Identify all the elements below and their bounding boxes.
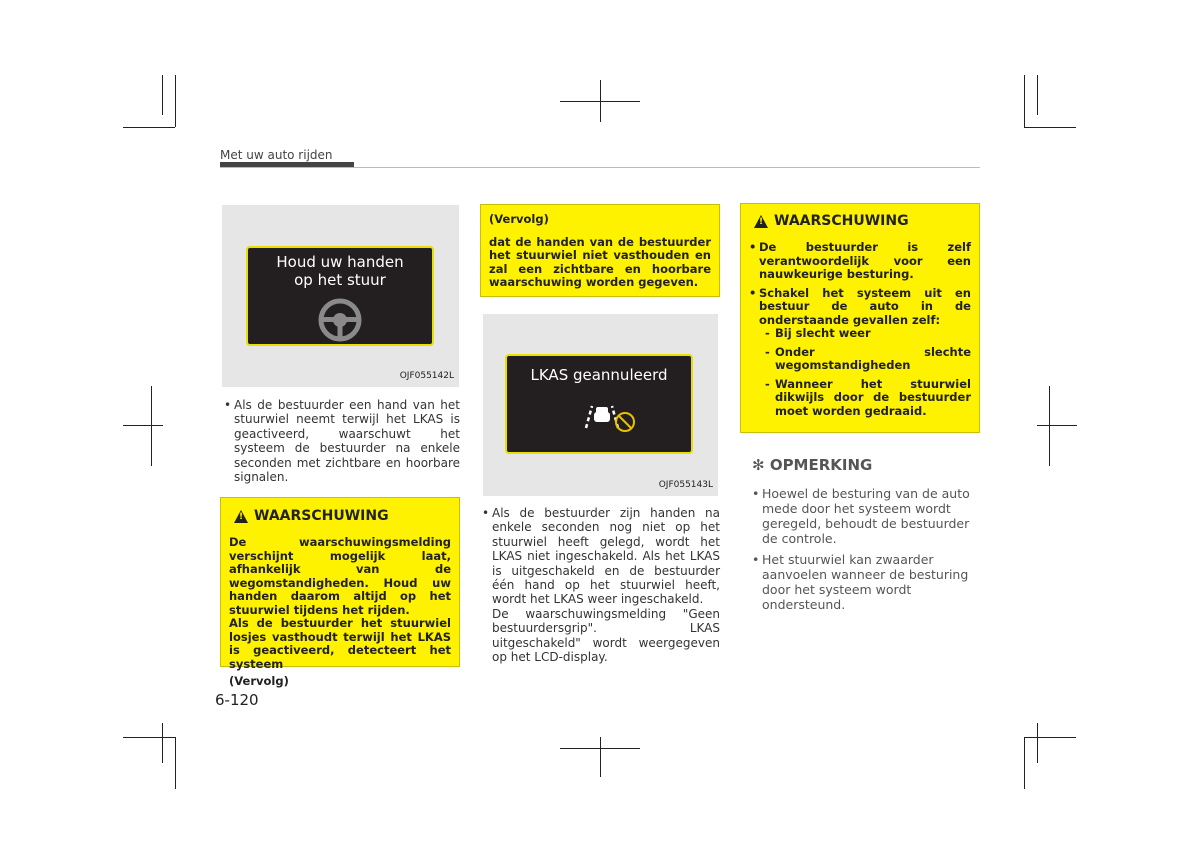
- section-title: Met uw auto rijden: [220, 148, 333, 162]
- continued-label: (Vervolg): [229, 674, 289, 688]
- crop-mark: [123, 737, 175, 738]
- crop-mark: [1037, 425, 1077, 426]
- crop-mark: [123, 425, 163, 426]
- asterisk-icon: ✻: [752, 456, 765, 474]
- warning-subitem: - Wanneer het stuurwiel dikwijls door de bestuurder moet worden gedraaid.: [765, 376, 971, 418]
- note-bullet: • Het stuurwiel kan zwaarder aanvoelen wanneer de besturing door het systeem wordt ondersteund.: [752, 552, 969, 612]
- figure-hands-on-wheel: [222, 205, 459, 387]
- crop-mark: [162, 723, 163, 763]
- display-screen: [246, 246, 434, 346]
- figure-code: OJF055143L: [658, 480, 713, 490]
- warning-icon: !: [754, 215, 768, 228]
- crop-mark: [1037, 723, 1038, 763]
- note-bullet: • Hoewel de besturing van de auto mede door het systeem wordt geregeld, behoudt de bestuurder de controle.: [752, 486, 970, 546]
- paragraph: De waarschuwingsmelding "Geen bestuurdersgrip". LKAS uitgeschakeld" wordt weergegeven op het LCD-display.: [492, 606, 720, 665]
- note-title: OPMERKING: [769, 456, 873, 474]
- crop-mark: [1024, 737, 1076, 738]
- display-screen: [505, 354, 693, 454]
- crop-mark: [175, 75, 176, 127]
- paragraph: Als de bestuurder een hand van het stuurwiel neemt terwijl het LKAS is geactiveerd, waarschuwt het systeem de bestuurder na enkele seconden met zichtbare en hoorbare signalen.: [234, 398, 460, 485]
- lkas-cancelled-icon: [578, 396, 642, 436]
- crop-mark: [1049, 386, 1050, 466]
- figure-lkas-cancelled: [483, 314, 718, 496]
- warning-paragraph: Als de bestuurder het stuurwiel losjes vasthoudt terwijl het LKAS is geactiveerd, detecteert het systeem: [229, 616, 451, 671]
- screen-message: LKAS geannuleerd: [530, 366, 668, 384]
- crop-mark: [1024, 127, 1076, 128]
- crop-mark: [1024, 737, 1025, 789]
- warning-icon: !: [234, 510, 248, 523]
- figure-code: OJF055142L: [399, 371, 454, 381]
- crop-mark: [600, 737, 601, 777]
- screen-message-line1: Houd uw handen: [276, 253, 404, 271]
- warning-subitem: - Bij slecht weer: [765, 326, 871, 340]
- list-item: • Als de bestuurder zijn handen na enkele seconden nog niet op het stuurwiel heeft gelegd, wordt het LKAS niet ingeschakeld. Als het LKAS is uitgeschakeld en de bestuurder één hand op het stuurwiel heeft, wordt het LKAS weer ingeschakeld. De waarschuwingsmelding "Geen bestuurdersgrip". LKAS uitgeschakeld" wordt weergegeven op het LCD-display.: [482, 506, 720, 665]
- warning-bullet: • De bestuurder is zelf verantwoordelijk voor een nauwkeurige besturing.: [749, 240, 971, 281]
- warning-box: [220, 497, 460, 688]
- warning-title: WAARSCHUWING: [774, 213, 909, 229]
- page-number: 6-120: [215, 691, 259, 709]
- note-section: [752, 456, 972, 612]
- warning-box: [740, 203, 980, 433]
- screen-message-line2: op het stuur: [294, 271, 386, 289]
- paragraph: Als de bestuurder zijn handen na enkele seconden nog niet op het stuurwiel heeft gelegd, wordt het LKAS niet ingeschakeld. Als het LKAS is uitgeschakeld en de bestuurder één hand op het stuurwiel heeft, wordt het LKAS weer ingeschakeld.: [492, 506, 720, 607]
- warning-paragraph: dat de handen van de bestuurder het stuurwiel niet vasthouden en zal een zichtbare en hoorbare waarschuwing worden gegeven.: [489, 234, 711, 289]
- crop-mark: [600, 80, 601, 122]
- steering-wheel-icon: [317, 297, 363, 343]
- continued-label: (Vervolg): [489, 212, 549, 226]
- warning-subitem: - Onder slechte wegomstandigheden: [765, 344, 971, 372]
- warning-title: WAARSCHUWING: [254, 508, 389, 524]
- crop-mark: [151, 386, 152, 466]
- crop-mark: [1037, 75, 1038, 115]
- crop-mark: [1024, 75, 1025, 127]
- crop-mark: [162, 75, 163, 115]
- warning-paragraph: De waarschuwingsmelding verschijnt mogelijk laat, afhankelijk van de wegomstandigheden. Houd uw handen daarom altijd op het stuurwiel tijdens het rijden.: [229, 535, 451, 617]
- crop-mark: [175, 737, 176, 789]
- warning-continuation-box: [480, 204, 720, 297]
- header-rule-accent: [220, 162, 354, 167]
- crop-mark: [123, 127, 175, 128]
- list-item: • Als de bestuurder een hand van het stuurwiel neemt terwijl het LKAS is geactiveerd, waarschuwt het systeem de bestuurder na enkele seconden met zichtbare en hoorbare signalen.: [224, 398, 460, 485]
- header-rule: [220, 167, 980, 168]
- warning-bullet: • Schakel het systeem uit en bestuur de auto in de onderstaande gevallen zelf:: [749, 285, 971, 327]
